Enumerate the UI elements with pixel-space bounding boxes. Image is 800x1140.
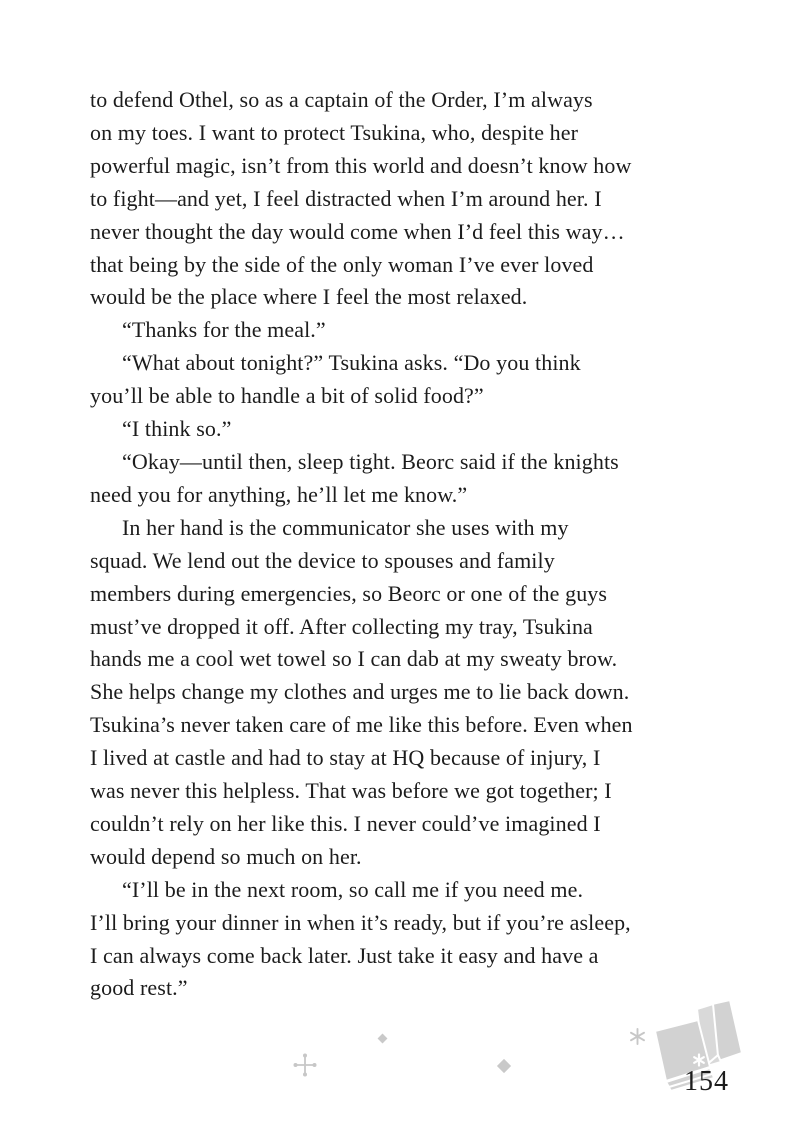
text-line: “What about tonight?” Tsukina asks. “Do you think	[122, 350, 581, 376]
text-line: “Okay—until then, sleep tight. Beorc said if the knights	[122, 448, 619, 474]
page-number: 154	[684, 1066, 729, 1097]
text-line: never thought the day would come when I’d feel this way…	[90, 218, 625, 244]
diamond-ornament-icon	[497, 1059, 511, 1073]
text-line: must’ve dropped it off. After collecting my tray, Tsukina	[90, 613, 593, 639]
text-line: I’ll bring your dinner in when it’s ready, but if you’re asleep,	[90, 909, 631, 935]
text-line: “I’ll be in the next room, so call me if you need me.	[122, 876, 584, 902]
body-text	[90, 84, 750, 1005]
text-line: squad. We lend out the device to spouses and family	[90, 547, 555, 573]
text-line: hands me a cool wet towel so I can dab at my sweaty brow.	[90, 646, 618, 672]
text-line: that being by the side of the only woman I’ve ever loved	[90, 251, 594, 277]
text-line: She helps change my clothes and urges me to lie back down.	[90, 679, 630, 705]
text-line: was never this helpless. That was before we got together; I	[90, 778, 612, 804]
text-line: “Thanks for the meal.”	[122, 317, 326, 343]
text-line: would be the place where I feel the most relaxed.	[90, 284, 528, 310]
text-line: members during emergencies, so Beorc or one of the guys	[90, 580, 608, 606]
text-line: you’ll be able to handle a bit of solid food?”	[90, 383, 484, 409]
text-line: “I think so.”	[122, 416, 232, 442]
text-line: need you for anything, he’ll let me know.”	[90, 481, 468, 507]
text-line: In her hand is the communicator she uses with my	[122, 514, 569, 540]
text-line: Tsukina’s never taken care of me like this before. Even when	[90, 712, 633, 738]
asterisk-ornament-icon	[628, 1027, 647, 1046]
text-line: would depend so much on her.	[90, 843, 362, 869]
text-line: I lived at castle and had to stay at HQ because of injury, I	[90, 745, 601, 771]
text-line: I can always come back later. Just take it easy and have a	[90, 942, 599, 968]
text-line: to fight—and yet, I feel distracted when I’m around her. I	[90, 185, 602, 211]
text-line: good rest.”	[90, 975, 188, 1001]
cross-ornament-icon	[291, 1051, 319, 1079]
text-line: to defend Othel, so as a captain of the Order, I’m always	[90, 87, 593, 112]
text-line: powerful magic, isn’t from this world and doesn’t know how	[90, 152, 632, 178]
diamond-ornament-small-icon	[378, 1034, 388, 1044]
text-line: on my toes. I want to protect Tsukina, who, despite her	[90, 119, 579, 145]
text-line: couldn’t rely on her like this. I never could’ve imagined I	[90, 810, 601, 836]
